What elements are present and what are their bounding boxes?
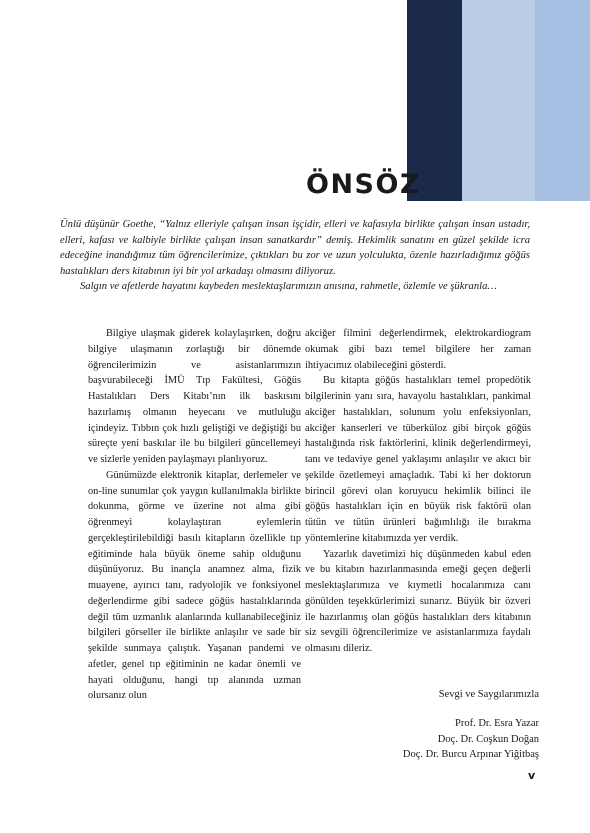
body-column-left — [88, 326, 301, 704]
page-title: ÖNSÖZ — [306, 169, 422, 200]
intro-quote — [60, 217, 530, 295]
author-name: Prof. Dr. Esra Yazar — [455, 718, 539, 729]
intro-paragraph-1: Ünlü düşünür Goethe, “Yalnız elleriyle çalışan insan işçidir, elleri ve kafasıyla birlikte çalışan insan ustadır, elleri, kafası ve kalbiyle birlikte çalışan insan sanatkardır” demiş. Hekimlik sanatını en güzel şekilde icra edeceğine inandığımız tüm öğrencilerimize, çıktıkları bu zor ve uzun yolculukta, özenle hazırladığımız göğüs hastalıkları ders kitabının iyi bir yol arkadaşı olmasını diliyoruz. — [60, 219, 530, 277]
intro-paragraph-2: Salgın ve afetlerde hayatını kaybeden meslektaşlarımızın anısına, rahmetle, özlemle ve şükranla… — [80, 281, 497, 293]
body-column-right — [305, 326, 531, 657]
body-paragraph: Günümüzde elektronik kitaplar, derlemeler ve on-line sunumlar çok yaygın kullanılmakla birlikte dokunma, görme ve üzerine not alma gibi öğrenmeyi kolaylaştıran eylemlerin gerçekleştirilebildiği basılı kitapların özellikle tıp eğitiminde hala büyük öneme sahip olduğunu düşünüyoruz. Bu inançla anamnez alma, fizik muayene, ayırıcı tanı, radyolojik ve fonksiyonel değerlendirme gibi sadece göğüs hastalıklarında değil tüm uzmanlık alanlarında kullanabileceğiniz bilgileri görseller ile birlikte anlaşılır ve sade bir şekilde sunmaya çalıştık. Yaşanan pandemi ve afetler, genel tıp eğitiminin ne kadar önemli ve hayati olduğunu, hangi tıp alanında uzman olursanız olun — [88, 469, 301, 702]
page-number: v — [528, 769, 536, 782]
body-paragraph: akciğer filmini değerlendirmek, elektrokardiogram okumak gibi bazı temel bilgilere her zaman ihtiyacımız olabileceğini gösterdi. — [305, 328, 531, 371]
body-paragraph: Bilgiye ulaşmak giderek kolaylaşırken, doğru bilgiye ulaşmanın zorlaştığı bir dönemde öğrencilerimizin ve asistanlarımızın başvurabileceği İMÜ Tıp Fakültesi, Göğüs Hastalıkları Ders Kitabı’nın ilk baskısını hazırlamış olmanın heyecanı ve mutluluğu içindeyiz. Tıbbın çok hızlı geliştiği ve değiştiği bu süreçte yeni baskılar ile bu bilgileri güncellemeyi ve sizlerle yeniden paylaşmayı planlıyoruz. — [88, 328, 301, 465]
signature-greeting: Sevgi ve Saygılarımızla — [438, 689, 539, 700]
decorative-bar-light — [535, 0, 590, 201]
body-paragraph: Bu kitapta göğüs hastalıkları temel propedötik bilgilerinin yanı sıra, havayolu hastalıkları, pankimal akciğer hastalıkları, solunum yolu enfeksiyonları, akciğer kanserleri ve tüberküloz gibi birçok göğüs hastalığında risk faktörlerini, klinik değerlendirmeyi, tanı ve tedaviye genel yaklaşımı anlaşılır ve akıcı bir şekilde özetlemeyi amaçladık. Tabi ki her doktorun birincil görevi olan koruyucu hekimlik bilinci ile göğüs hastalıkları için en büyük risk faktörü olan tütün ve tütün ürünleri bağımlılığı ile bırakma yöntemlerine kitabımızda yer verdik. — [305, 375, 531, 544]
author-name: Doç. Dr. Coşkun Doğan — [437, 733, 539, 745]
author-name: Doç. Dr. Burcu Arpınar Yiğitbaş — [402, 749, 539, 761]
signature-authors — [403, 716, 539, 763]
body-paragraph: Yazarlık davetimizi hiç düşünmeden kabul eden ve bu kitabın hazırlanmasında emeği geçen değerli meslektaşlarımıza ve kıymetli hocalarımıza canı gönülden teşekkürlerimizi sunarız. Büyük bir özveri ile hazırlanmış olan göğüs hastalıkları ders kitabının siz sevgili öğrencilerimize ve asistanlarımıza faydalı olmasını dileriz. — [305, 548, 531, 654]
decorative-bar-mid — [462, 0, 535, 201]
